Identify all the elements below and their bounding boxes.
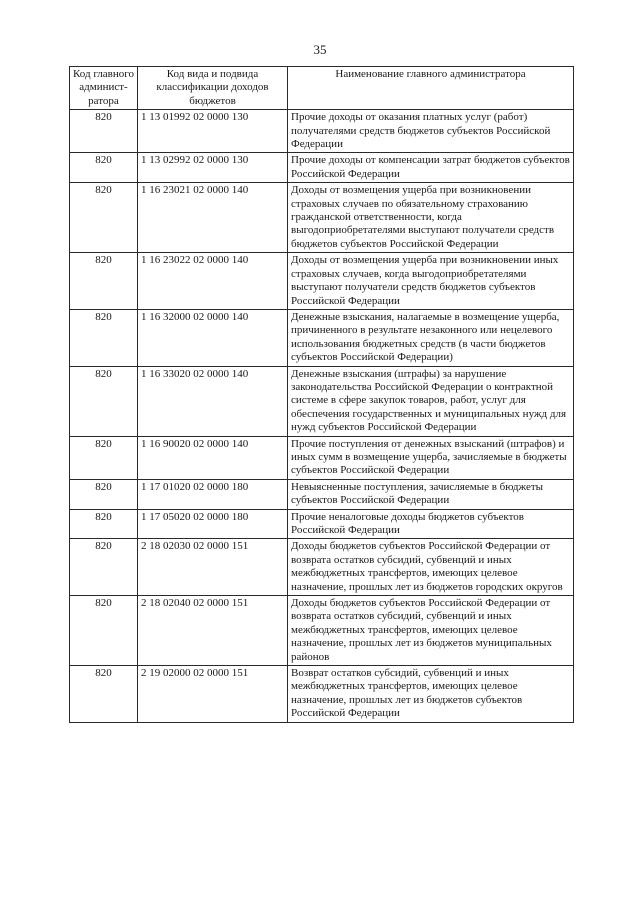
header-admin-name: Наименование главного администратора	[288, 67, 574, 110]
table-row	[70, 309, 574, 366]
cell-admin-code: 820	[70, 436, 138, 479]
cell-class-code: 1 13 02992 02 0000 130	[138, 153, 288, 183]
header-classification-code: Код вида и подвида классификации доходов бюджетов	[138, 67, 288, 110]
cell-class-code: 2 19 02000 02 0000 151	[138, 666, 288, 723]
cell-admin-name: Невыясненные поступления, зачисляемые в бюджеты субъектов Российской Федерации	[288, 479, 574, 509]
header-admin-code: Код главного админист-ратора	[70, 67, 138, 110]
table-body	[70, 110, 574, 722]
cell-admin-name: Доходы от возмещения ущерба при возникновении страховых случаев по обязательному страхованию гражданской ответственности, когда выгодоприобретателями выступают получатели средств бюджетов субъектов Российской Федерации	[288, 183, 574, 253]
revenue-administrators-table	[69, 66, 574, 723]
table-row	[70, 666, 574, 723]
table-row	[70, 253, 574, 310]
cell-class-code: 2 18 02030 02 0000 151	[138, 539, 288, 596]
cell-admin-code: 820	[70, 539, 138, 596]
table-row	[70, 110, 574, 153]
cell-class-code: 1 16 23022 02 0000 140	[138, 253, 288, 310]
cell-admin-name: Доходы бюджетов субъектов Российской Федерации от возврата остатков субсидий, субвенций и иных межбюджетных трансфертов, имеющих целевое назначение, прошлых лет из бюджетов муниципальных районов	[288, 596, 574, 666]
cell-admin-name: Доходы от возмещения ущерба при возникновении иных страховых случаев, когда выгодоприобретателями выступают получатели средств бюджетов субъектов Российской Федерации	[288, 253, 574, 310]
cell-admin-name: Прочие доходы от оказания платных услуг (работ) получателями средств бюджетов субъектов Российской Федерации	[288, 110, 574, 153]
cell-admin-name: Прочие поступления от денежных взысканий (штрафов) и иных сумм в возмещение ущерба, зачисляемые в бюджеты субъектов Российской Федерации	[288, 436, 574, 479]
cell-class-code: 1 16 33020 02 0000 140	[138, 366, 288, 436]
cell-admin-code: 820	[70, 253, 138, 310]
table-row	[70, 539, 574, 596]
cell-admin-code: 820	[70, 596, 138, 666]
cell-admin-code: 820	[70, 479, 138, 509]
cell-class-code: 1 17 05020 02 0000 180	[138, 509, 288, 539]
page-number: 35	[313, 42, 327, 57]
cell-class-code: 2 18 02040 02 0000 151	[138, 596, 288, 666]
table-header-row	[70, 67, 574, 110]
cell-admin-code: 820	[70, 110, 138, 153]
cell-class-code: 1 13 01992 02 0000 130	[138, 110, 288, 153]
cell-admin-code: 820	[70, 509, 138, 539]
cell-admin-name: Возврат остатков субсидий, субвенций и иных межбюджетных трансфертов, имеющих целевое назначение, прошлых лет из бюджетов субъектов Российской Федерации	[288, 666, 574, 723]
cell-admin-name: Прочие неналоговые доходы бюджетов субъектов Российской Федерации	[288, 509, 574, 539]
table-row	[70, 183, 574, 253]
cell-admin-code: 820	[70, 183, 138, 253]
table-row	[70, 366, 574, 436]
cell-admin-name: Денежные взыскания, налагаемые в возмещение ущерба, причиненного в результате незаконного или нецелевого использования бюджетных средств (в части бюджетов субъектов Российской Федерации)	[288, 309, 574, 366]
cell-admin-code: 820	[70, 153, 138, 183]
cell-admin-name: Денежные взыскания (штрафы) за нарушение законодательства Российской Федерации о контрактной системе в сфере закупок товаров, работ, услуг для обеспечения государственных и муниципальных нужд для нужд субъектов Российской Федерации	[288, 366, 574, 436]
table-row	[70, 479, 574, 509]
cell-admin-code: 820	[70, 309, 138, 366]
cell-class-code: 1 16 32000 02 0000 140	[138, 309, 288, 366]
table-row	[70, 436, 574, 479]
cell-admin-name: Доходы бюджетов субъектов Российской Федерации от возврата остатков субсидий, субвенций и иных межбюджетных трансфертов, имеющих целевое назначение, прошлых лет из бюджетов городских округов	[288, 539, 574, 596]
cell-admin-code: 820	[70, 366, 138, 436]
cell-class-code: 1 16 90020 02 0000 140	[138, 436, 288, 479]
cell-admin-name: Прочие доходы от компенсации затрат бюджетов субъектов Российской Федерации	[288, 153, 574, 183]
cell-admin-code: 820	[70, 666, 138, 723]
table-row	[70, 509, 574, 539]
table-row	[70, 596, 574, 666]
table-row	[70, 153, 574, 183]
cell-class-code: 1 16 23021 02 0000 140	[138, 183, 288, 253]
cell-class-code: 1 17 01020 02 0000 180	[138, 479, 288, 509]
